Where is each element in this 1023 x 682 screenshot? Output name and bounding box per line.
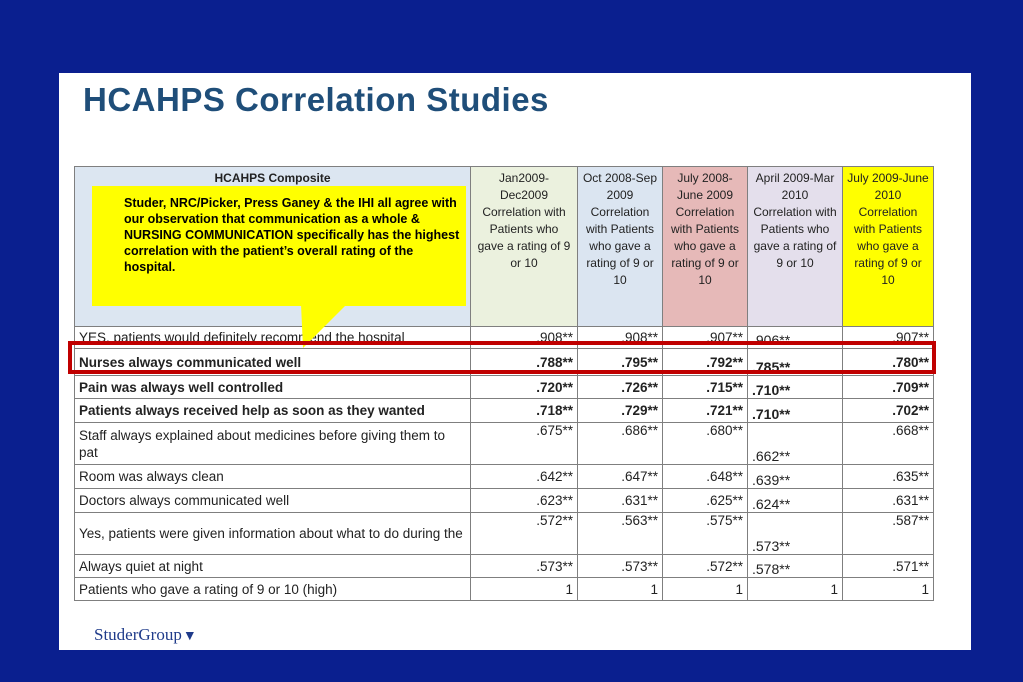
header-july2008: July 2008-June 2009 Correlation with Patients who gave a rating of 9 or 10 <box>663 167 748 327</box>
header-jan2009: Jan2009-Dec2009 Correlation with Patients who gave a rating of 9 or 10 <box>471 167 578 327</box>
cell-value: .788** <box>471 349 578 376</box>
table-row <box>75 376 934 399</box>
table-row <box>75 555 934 578</box>
row-label: Room was always clean <box>75 465 471 489</box>
row-label: Pain was always well controlled <box>75 376 471 399</box>
table-row <box>75 423 934 465</box>
cell-value: .710** <box>748 376 843 399</box>
cell-value: .720** <box>471 376 578 399</box>
cell-value: .906** <box>748 327 843 349</box>
cell-value: .715** <box>663 376 748 399</box>
cell-value: .908** <box>471 327 578 349</box>
highlight-box <box>68 341 936 374</box>
cell-value: .571** <box>843 555 934 578</box>
table-row <box>75 489 934 513</box>
table-row <box>75 465 934 489</box>
table-row <box>75 578 934 601</box>
cell-value: 1 <box>843 578 934 601</box>
table-row <box>75 399 934 423</box>
logo-arrow-icon: ▼ <box>182 629 197 644</box>
cell-value: .785** <box>748 349 843 376</box>
studer-group-logo <box>94 625 197 645</box>
row-label: Patients always received help as soon as they wanted <box>75 399 471 423</box>
cell-value: .718** <box>471 399 578 423</box>
row-label: Patients who gave a rating of 9 or 10 (high) <box>75 578 471 601</box>
cell-value: .710** <box>748 399 843 423</box>
header-oct2008: Oct 2008-Sep 2009 Correlation with Patients who gave a rating of 9 or 10 <box>578 167 663 327</box>
cell-value: .795** <box>578 349 663 376</box>
cell-value: .572** <box>471 513 578 555</box>
cell-value: .907** <box>663 327 748 349</box>
cell-value: .631** <box>843 489 934 513</box>
callout-box <box>92 186 466 306</box>
row-label: Doctors always communicated well <box>75 489 471 513</box>
row-label: Always quiet at night <box>75 555 471 578</box>
cell-value: 1 <box>748 578 843 601</box>
cell-value: .642** <box>471 465 578 489</box>
slide-title: HCAHPS Correlation Studies <box>83 81 549 118</box>
logo-text: StuderGroup <box>94 625 182 644</box>
cell-value: .675** <box>471 423 578 465</box>
row-label: Staff always explained about medicines before giving them to pat <box>75 423 471 465</box>
cell-value: .625** <box>663 489 748 513</box>
cell-value: .623** <box>471 489 578 513</box>
cell-value: .573** <box>471 555 578 578</box>
cell-value: .573** <box>748 513 843 555</box>
header-july2009: July 2009-June 2010 Correlation with Patients who gave a rating of 9 or 10 <box>843 167 934 327</box>
cell-value: .575** <box>663 513 748 555</box>
cell-value: .572** <box>663 555 748 578</box>
row-label: YES, patients would definitely recommend the hospital <box>75 327 471 349</box>
cell-value: .578** <box>748 555 843 578</box>
cell-value: .780** <box>843 349 934 376</box>
cell-value: 1 <box>663 578 748 601</box>
row-label: Nurses always communicated well <box>75 349 471 376</box>
callout-text: Studer, NRC/Picker, Press Ganey & the IHI all agree with our observation that communication as a whole & NURSING COMMUNICATION specifically has the highest correlation with the patient’s overall rating of the hospital. <box>124 196 460 274</box>
cell-value: .662** <box>748 423 843 465</box>
cell-value: .721** <box>663 399 748 423</box>
cell-value: .686** <box>578 423 663 465</box>
cell-value: .668** <box>843 423 934 465</box>
header-april2009: April 2009-Mar 2010 Correlation with Patients who gave a rating of 9 or 10 <box>748 167 843 327</box>
cell-value: 1 <box>471 578 578 601</box>
cell-value: .635** <box>843 465 934 489</box>
cell-value: .702** <box>843 399 934 423</box>
cell-value: .648** <box>663 465 748 489</box>
cell-value: .907** <box>843 327 934 349</box>
cell-value: .563** <box>578 513 663 555</box>
cell-value: .792** <box>663 349 748 376</box>
cell-value: .624** <box>748 489 843 513</box>
header-composite: HCAHPS Composite <box>75 167 471 327</box>
cell-value: .680** <box>663 423 748 465</box>
cell-value: .729** <box>578 399 663 423</box>
cell-value: .639** <box>748 465 843 489</box>
cell-value: .908** <box>578 327 663 349</box>
cell-value: .587** <box>843 513 934 555</box>
cell-value: .647** <box>578 465 663 489</box>
cell-value: 1 <box>578 578 663 601</box>
cell-value: .573** <box>578 555 663 578</box>
cell-value: .631** <box>578 489 663 513</box>
cell-value: .726** <box>578 376 663 399</box>
cell-value: .709** <box>843 376 934 399</box>
table-row <box>75 513 934 555</box>
row-label: Yes, patients were given information about what to do during the <box>75 513 471 555</box>
